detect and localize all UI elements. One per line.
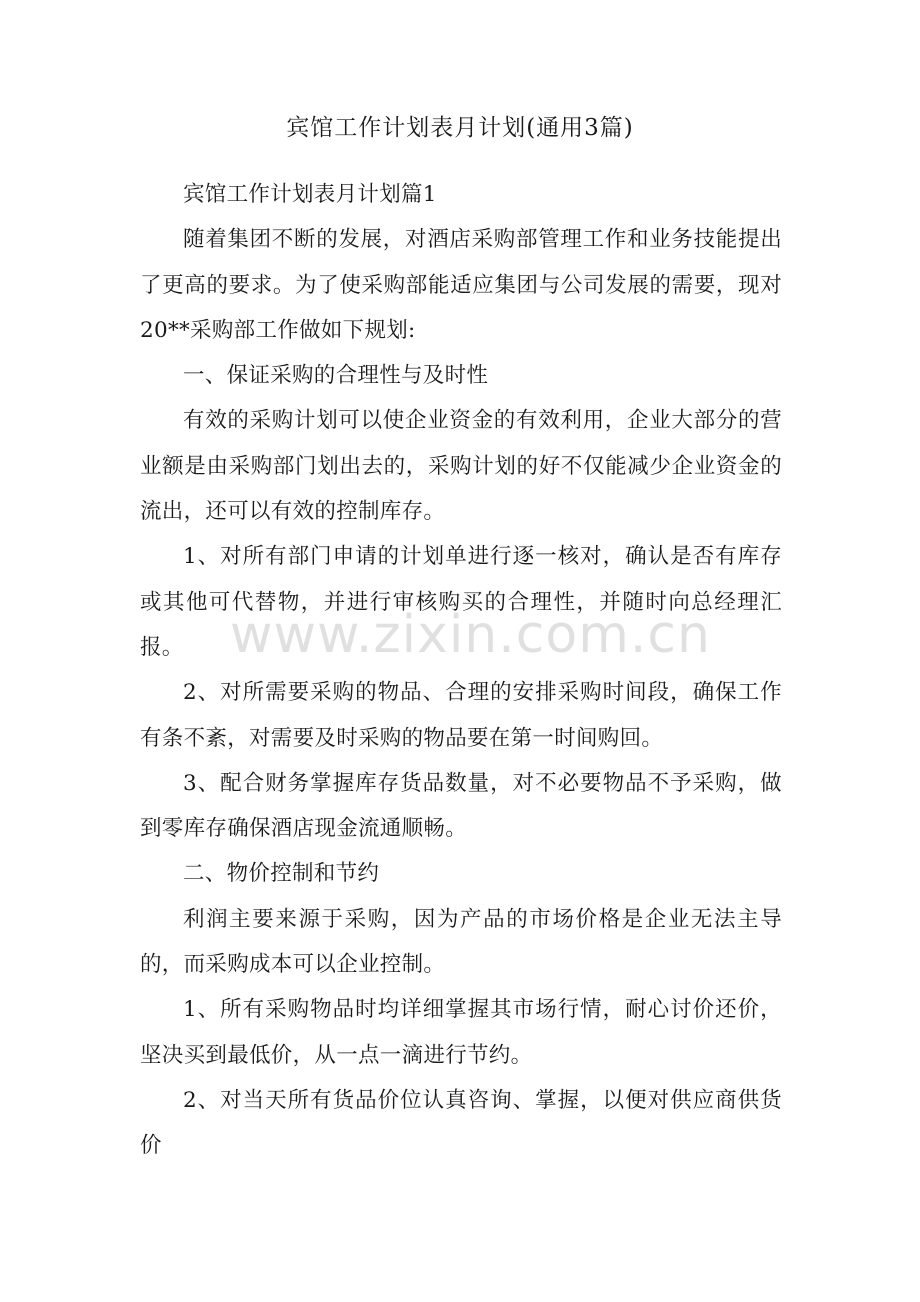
paragraph: 随着集团不断的发展，对酒店采购部管理工作和业务技能提出了更高的要求。为了使采购部能适应集团与公司发展的需要，现对20**采购部工作做如下规划: bbox=[140, 227, 782, 343]
watermark: www.zixin.com.cn bbox=[230, 605, 711, 665]
document-body bbox=[140, 172, 782, 1169]
list-item: 3、配合财务掌握库存货品数量，对不必要物品不予采购，做到零库存确保酒店现金流通顺畅。 bbox=[140, 770, 782, 842]
section-heading: 一、保证采购的合理性与及时性 bbox=[183, 363, 489, 389]
list-item: 1、所有采购物品时均详细掌握其市场行情，耐心讨价还价，坚决买到最低价，从一点一滴进行节约。 bbox=[140, 997, 782, 1068]
list-item: 1、对所有部门申请的计划单进行逐一核对，确认是否有库存或其他可代替物，并进行审核购买的合理性，并随时向总经理汇报。 bbox=[140, 544, 782, 660]
document-title: 宾馆工作计划表月计划(通用3篇) bbox=[286, 115, 634, 141]
paragraph: 利润主要来源于采购，因为产品的市场价格是企业无法主导的，而采购成本可以企业控制。 bbox=[140, 906, 782, 978]
section-heading: 宾馆工作计划表月计划篇1 bbox=[183, 182, 437, 207]
list-item: 2、对所需要采购的物品、合理的安排采购时间段，确保工作有条不紊，对需要及时采购的物品要在第一时间购回。 bbox=[140, 680, 782, 751]
paragraph: 有效的采购计划可以使企业资金的有效利用，企业大部分的营业额是由采购部门划出去的，采购计划的好不仅能减少企业资金的流出，还可以有效的控制库存。 bbox=[140, 408, 782, 525]
list-item: 2、对当天所有货品价位认真咨询、掌握，以便对供应商供货价 bbox=[140, 1087, 782, 1159]
section-heading: 二、物价控制和节约 bbox=[183, 861, 380, 887]
